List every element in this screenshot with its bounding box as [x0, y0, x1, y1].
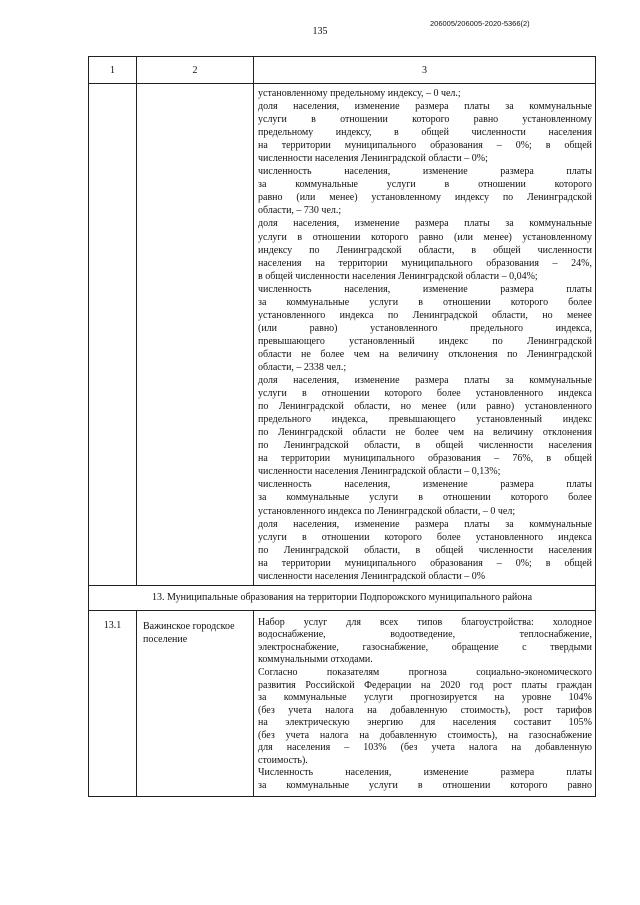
text-line: в общей численности населения Ленинградской области – 0,04%; — [258, 270, 538, 282]
text-line: численность населения, изменение размера платы — [258, 166, 592, 178]
text-line: на территории муниципального образования – 76%, в общей — [258, 453, 592, 465]
municipality-name: Важинское городское поселение — [143, 620, 235, 645]
text-line: Численность населения, изменение размера платы — [258, 767, 592, 779]
text-line: (без учета налога на добавленную стоимость), рост тарифов — [258, 704, 592, 716]
column-header-3: 3 — [254, 57, 596, 84]
text-line: области, – 730 чел.; — [258, 205, 342, 217]
document-id: 206005/206005-2020-5366(2) — [430, 19, 530, 28]
text-line: по Ленинградской области, в общей численности населения — [258, 544, 592, 556]
text-line: доля населения, изменение размера платы за коммунальные — [258, 518, 592, 530]
text-line: индексу по Ленинградской области, в общей численности — [258, 244, 592, 256]
text-line: по Ленинградской области, в общей численности населения — [258, 440, 592, 452]
table-row — [89, 610, 596, 797]
text-line: стоимость). — [258, 754, 308, 766]
text-line: (без учета налога на добавленную стоимость), на газоснабжение — [258, 729, 592, 741]
text-line: по Ленинградской области, но менее (или равно) установленного — [258, 401, 592, 413]
text-line: предельному индексу, в общей численности населения — [258, 127, 592, 139]
row-description-text — [254, 611, 595, 797]
header-row — [89, 57, 596, 84]
text-line: развития Российской Федерации на 2020 год рост платы граждан — [258, 679, 592, 691]
row-number: 13.1 — [103, 619, 122, 631]
text-line: за коммунальные услуги в отношении которого равно — [258, 779, 592, 791]
text-line: доля населения, изменение размера платы за коммунальные — [258, 101, 592, 113]
text-line: за коммунальные услуги прогнозируется на уровне 104% — [258, 692, 592, 704]
text-line: электроснабжение, газоснабжение, обращение с твердыми — [258, 641, 592, 653]
text-line: численности населения Ленинградской области – 0%; — [258, 153, 488, 165]
text-line: услуги в отношении которого равно (или менее) установленному — [258, 231, 592, 243]
text-line: численности населения Ленинградской области – 0% — [258, 570, 486, 582]
text-line: за коммунальные услуги в отношении которого более — [258, 492, 592, 504]
text-line: (или равно) установленного предельного индекса, — [258, 322, 592, 334]
section-row — [89, 585, 596, 610]
text-line: области не более чем на величину отклонения по Ленинградской — [258, 348, 592, 360]
page-number: 135 — [312, 26, 328, 37]
text-line: за коммунальные услуги в отношении которого более — [258, 296, 592, 308]
text-line: установленного индекса по Ленинградской области, но менее — [258, 309, 592, 321]
section-title: 13. Муниципальные образования на территории Подпорожского муниципального района — [89, 585, 596, 610]
row-description-text — [254, 84, 595, 585]
text-line: на электрическую энергию для населения составит 105% — [258, 717, 592, 729]
table-row — [89, 84, 596, 586]
text-line: за коммунальные услуги в отношении которого — [258, 179, 592, 191]
row-description-cell — [254, 610, 596, 797]
text-line: для населения – 103% (без учета налога на добавленную — [258, 742, 592, 754]
text-line: предельного индекса, превышающего установленный индекс — [258, 414, 592, 426]
text-line: численность населения, изменение размера платы — [258, 479, 592, 491]
data-table — [88, 56, 596, 797]
text-line: доля населения, изменение размера платы за коммунальные — [258, 375, 592, 387]
text-line: Набор услуг для всех типов благоустройства: холодное — [258, 616, 592, 628]
text-line: водоснабжение, водоотведение, теплоснабжение, — [258, 629, 592, 641]
text-line: коммунальными отходами. — [258, 654, 373, 666]
row-name-cell — [137, 610, 254, 797]
text-line: численности населения Ленинградской области – 0,13%; — [258, 466, 501, 478]
row-number-cell — [89, 610, 137, 797]
text-line: доля населения, изменение размера платы за коммунальные — [258, 218, 592, 230]
column-header-1: 1 — [89, 57, 137, 84]
text-line: численность населения, изменение размера платы — [258, 283, 592, 295]
text-line: услуги в отношении которого более установленного индекса — [258, 388, 592, 400]
text-line: Согласно показателям прогноза социально-экономического — [258, 666, 592, 678]
text-line: населения на территории муниципального образования – 24%, — [258, 257, 592, 269]
row-name-cell — [137, 84, 254, 586]
column-header-2: 2 — [137, 57, 254, 84]
row-number-cell — [89, 84, 137, 586]
text-line: равно (или менее) установленному индексу по Ленинградской — [258, 192, 592, 204]
text-line: превышающего установленный индекс по Ленинградской — [258, 335, 592, 347]
text-line: на территории муниципального образования – 0%; в общей — [258, 557, 592, 569]
text-line: области, – 2338 чел.; — [258, 361, 347, 373]
text-line: услуги в отношении которого равно установленному — [258, 114, 592, 126]
text-line: по Ленинградской области не более чем на величину отклонения — [258, 427, 592, 439]
text-line: установленного индекса по Ленинградской области, – 0 чел; — [258, 505, 516, 517]
row-description-cell — [254, 84, 596, 586]
text-line: на территории муниципального образования – 0%; в общей — [258, 140, 592, 152]
text-line: установленному предельному индексу, – 0 чел.; — [258, 88, 461, 99]
text-line: услуги в отношении которого более установленного индекса — [258, 531, 592, 543]
